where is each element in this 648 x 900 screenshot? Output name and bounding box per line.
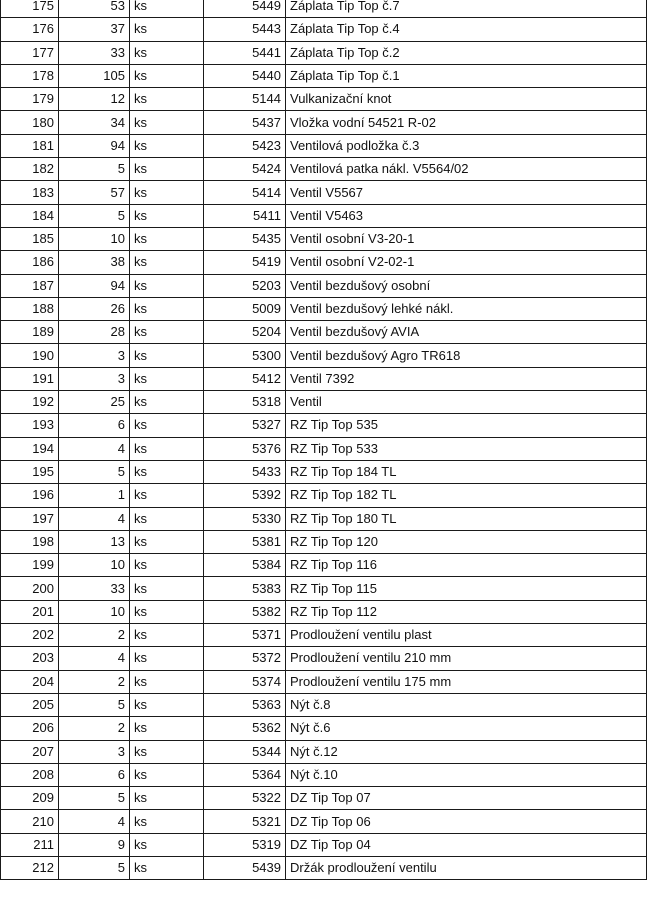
table-row	[1, 391, 647, 414]
item-name-cell: RZ Tip Top 120	[286, 530, 647, 553]
quantity-cell: 33	[59, 41, 130, 64]
item-code-cell: 5372	[204, 647, 286, 670]
item-code-cell: 5203	[204, 274, 286, 297]
row-number-cell: 205	[1, 693, 59, 716]
quantity-cell: 12	[59, 88, 130, 111]
item-name-cell: RZ Tip Top 116	[286, 554, 647, 577]
item-code-cell: 5449	[204, 0, 286, 18]
table-row	[1, 647, 647, 670]
quantity-cell: 10	[59, 554, 130, 577]
item-code-cell: 5009	[204, 297, 286, 320]
item-code-cell: 5435	[204, 227, 286, 250]
row-number-cell: 181	[1, 134, 59, 157]
item-code-cell: 5440	[204, 64, 286, 87]
item-code-cell: 5441	[204, 41, 286, 64]
row-number-cell: 184	[1, 204, 59, 227]
item-name-cell: Nýt č.10	[286, 763, 647, 786]
quantity-cell: 33	[59, 577, 130, 600]
item-code-cell: 5364	[204, 763, 286, 786]
unit-cell: ks	[130, 693, 204, 716]
row-number-cell: 199	[1, 554, 59, 577]
item-name-cell: Ventil bezdušový Agro TR618	[286, 344, 647, 367]
unit-cell: ks	[130, 554, 204, 577]
row-number-cell: 176	[1, 18, 59, 41]
unit-cell: ks	[130, 297, 204, 320]
unit-cell: ks	[130, 670, 204, 693]
row-number-cell: 178	[1, 64, 59, 87]
unit-cell: ks	[130, 391, 204, 414]
item-name-cell: Záplata Tip Top č.7	[286, 0, 647, 18]
table-row	[1, 134, 647, 157]
item-code-cell: 5392	[204, 484, 286, 507]
unit-cell: ks	[130, 600, 204, 623]
table-row	[1, 484, 647, 507]
unit-cell: ks	[130, 274, 204, 297]
unit-cell: ks	[130, 41, 204, 64]
quantity-cell: 9	[59, 833, 130, 856]
unit-cell: ks	[130, 88, 204, 111]
unit-cell: ks	[130, 0, 204, 18]
unit-cell: ks	[130, 460, 204, 483]
table-row	[1, 554, 647, 577]
row-number-cell: 175	[1, 0, 59, 18]
item-name-cell: DZ Tip Top 04	[286, 833, 647, 856]
item-name-cell: Ventil	[286, 391, 647, 414]
item-name-cell: Záplata Tip Top č.2	[286, 41, 647, 64]
item-name-cell: Ventil 7392	[286, 367, 647, 390]
quantity-cell: 3	[59, 367, 130, 390]
unit-cell: ks	[130, 530, 204, 553]
item-name-cell: Ventil V5463	[286, 204, 647, 227]
table-row	[1, 64, 647, 87]
item-code-cell: 5433	[204, 460, 286, 483]
row-number-cell: 200	[1, 577, 59, 600]
item-name-cell: Prodloužení ventilu 175 mm	[286, 670, 647, 693]
table-row	[1, 507, 647, 530]
row-number-cell: 193	[1, 414, 59, 437]
item-code-cell: 5144	[204, 88, 286, 111]
quantity-cell: 2	[59, 624, 130, 647]
item-name-cell: Ventil osobní V3-20-1	[286, 227, 647, 250]
item-code-cell: 5344	[204, 740, 286, 763]
row-number-cell: 191	[1, 367, 59, 390]
row-number-cell: 203	[1, 647, 59, 670]
table-row	[1, 88, 647, 111]
quantity-cell: 25	[59, 391, 130, 414]
table-row	[1, 740, 647, 763]
item-name-cell: Prodloužení ventilu plast	[286, 624, 647, 647]
unit-cell: ks	[130, 856, 204, 879]
table-row	[1, 297, 647, 320]
row-number-cell: 196	[1, 484, 59, 507]
table-row	[1, 717, 647, 740]
unit-cell: ks	[130, 763, 204, 786]
quantity-cell: 2	[59, 670, 130, 693]
unit-cell: ks	[130, 111, 204, 134]
item-name-cell: Ventil bezdušový AVIA	[286, 321, 647, 344]
row-number-cell: 209	[1, 787, 59, 810]
row-number-cell: 182	[1, 158, 59, 181]
table-row	[1, 670, 647, 693]
item-name-cell: Záplata Tip Top č.1	[286, 64, 647, 87]
table-row	[1, 763, 647, 786]
table-row	[1, 204, 647, 227]
table-row	[1, 624, 647, 647]
row-number-cell: 208	[1, 763, 59, 786]
row-number-cell: 198	[1, 530, 59, 553]
row-number-cell: 202	[1, 624, 59, 647]
item-name-cell: Ventil bezdušový lehké nákl.	[286, 297, 647, 320]
quantity-cell: 5	[59, 856, 130, 879]
table-row	[1, 227, 647, 250]
item-name-cell: RZ Tip Top 115	[286, 577, 647, 600]
unit-cell: ks	[130, 18, 204, 41]
item-name-cell: Vulkanizační knot	[286, 88, 647, 111]
table-row	[1, 577, 647, 600]
row-number-cell: 197	[1, 507, 59, 530]
quantity-cell: 53	[59, 0, 130, 18]
item-code-cell: 5419	[204, 251, 286, 274]
item-code-cell: 5327	[204, 414, 286, 437]
item-code-cell: 5439	[204, 856, 286, 879]
quantity-cell: 94	[59, 134, 130, 157]
row-number-cell: 192	[1, 391, 59, 414]
row-number-cell: 204	[1, 670, 59, 693]
item-name-cell: Prodloužení ventilu 210 mm	[286, 647, 647, 670]
row-number-cell: 194	[1, 437, 59, 460]
table-row	[1, 530, 647, 553]
row-number-cell: 187	[1, 274, 59, 297]
quantity-cell: 5	[59, 158, 130, 181]
row-number-cell: 177	[1, 41, 59, 64]
unit-cell: ks	[130, 833, 204, 856]
quantity-cell: 94	[59, 274, 130, 297]
item-name-cell: RZ Tip Top 535	[286, 414, 647, 437]
row-number-cell: 206	[1, 717, 59, 740]
item-code-cell: 5362	[204, 717, 286, 740]
unit-cell: ks	[130, 181, 204, 204]
item-code-cell: 5412	[204, 367, 286, 390]
item-name-cell: RZ Tip Top 182 TL	[286, 484, 647, 507]
unit-cell: ks	[130, 134, 204, 157]
quantity-cell: 5	[59, 460, 130, 483]
row-number-cell: 189	[1, 321, 59, 344]
table-row	[1, 693, 647, 716]
item-name-cell: Nýt č.6	[286, 717, 647, 740]
item-code-cell: 5384	[204, 554, 286, 577]
unit-cell: ks	[130, 64, 204, 87]
unit-cell: ks	[130, 227, 204, 250]
item-name-cell: DZ Tip Top 07	[286, 787, 647, 810]
item-name-cell: Nýt č.12	[286, 740, 647, 763]
quantity-cell: 28	[59, 321, 130, 344]
row-number-cell: 180	[1, 111, 59, 134]
table-row	[1, 321, 647, 344]
unit-cell: ks	[130, 484, 204, 507]
item-code-cell: 5443	[204, 18, 286, 41]
item-name-cell: Ventil osobní V2-02-1	[286, 251, 647, 274]
table-row	[1, 344, 647, 367]
unit-cell: ks	[130, 321, 204, 344]
item-code-cell: 5322	[204, 787, 286, 810]
table-row	[1, 251, 647, 274]
row-number-cell: 185	[1, 227, 59, 250]
unit-cell: ks	[130, 787, 204, 810]
table-row	[1, 181, 647, 204]
quantity-cell: 4	[59, 647, 130, 670]
quantity-cell: 4	[59, 437, 130, 460]
row-number-cell: 183	[1, 181, 59, 204]
item-code-cell: 5424	[204, 158, 286, 181]
item-name-cell: Ventilová patka nákl. V5564/02	[286, 158, 647, 181]
quantity-cell: 37	[59, 18, 130, 41]
quantity-cell: 2	[59, 717, 130, 740]
table-row	[1, 437, 647, 460]
quantity-cell: 38	[59, 251, 130, 274]
table-row	[1, 158, 647, 181]
row-number-cell: 201	[1, 600, 59, 623]
item-code-cell: 5371	[204, 624, 286, 647]
table-row	[1, 833, 647, 856]
table-row	[1, 600, 647, 623]
table-row	[1, 414, 647, 437]
unit-cell: ks	[130, 624, 204, 647]
quantity-cell: 3	[59, 344, 130, 367]
row-number-cell: 195	[1, 460, 59, 483]
item-name-cell: Ventil V5567	[286, 181, 647, 204]
item-code-cell: 5382	[204, 600, 286, 623]
item-name-cell: Vložka vodní 54521 R-02	[286, 111, 647, 134]
item-code-cell: 5321	[204, 810, 286, 833]
item-code-cell: 5330	[204, 507, 286, 530]
quantity-cell: 13	[59, 530, 130, 553]
table-row	[1, 367, 647, 390]
unit-cell: ks	[130, 367, 204, 390]
unit-cell: ks	[130, 647, 204, 670]
unit-cell: ks	[130, 577, 204, 600]
item-name-cell: Držák prodloužení ventilu	[286, 856, 647, 879]
unit-cell: ks	[130, 414, 204, 437]
unit-cell: ks	[130, 158, 204, 181]
quantity-cell: 3	[59, 740, 130, 763]
unit-cell: ks	[130, 740, 204, 763]
table-row	[1, 460, 647, 483]
table-row	[1, 787, 647, 810]
item-code-cell: 5411	[204, 204, 286, 227]
row-number-cell: 190	[1, 344, 59, 367]
item-code-cell: 5363	[204, 693, 286, 716]
item-code-cell: 5381	[204, 530, 286, 553]
quantity-cell: 105	[59, 64, 130, 87]
item-name-cell: RZ Tip Top 533	[286, 437, 647, 460]
item-code-cell: 5383	[204, 577, 286, 600]
unit-cell: ks	[130, 437, 204, 460]
table-row	[1, 41, 647, 64]
unit-cell: ks	[130, 810, 204, 833]
item-name-cell: RZ Tip Top 112	[286, 600, 647, 623]
row-number-cell: 212	[1, 856, 59, 879]
item-name-cell: RZ Tip Top 180 TL	[286, 507, 647, 530]
quantity-cell: 26	[59, 297, 130, 320]
inventory-table-body	[1, 0, 647, 880]
quantity-cell: 10	[59, 600, 130, 623]
unit-cell: ks	[130, 507, 204, 530]
quantity-cell: 5	[59, 787, 130, 810]
quantity-cell: 10	[59, 227, 130, 250]
unit-cell: ks	[130, 204, 204, 227]
item-code-cell: 5319	[204, 833, 286, 856]
row-number-cell: 207	[1, 740, 59, 763]
item-name-cell: Nýt č.8	[286, 693, 647, 716]
quantity-cell: 4	[59, 810, 130, 833]
item-code-cell: 5318	[204, 391, 286, 414]
item-code-cell: 5204	[204, 321, 286, 344]
row-number-cell: 186	[1, 251, 59, 274]
quantity-cell: 1	[59, 484, 130, 507]
quantity-cell: 6	[59, 414, 130, 437]
item-name-cell: Záplata Tip Top č.4	[286, 18, 647, 41]
table-row	[1, 111, 647, 134]
unit-cell: ks	[130, 344, 204, 367]
unit-cell: ks	[130, 251, 204, 274]
quantity-cell: 57	[59, 181, 130, 204]
item-code-cell: 5300	[204, 344, 286, 367]
table-row	[1, 0, 647, 18]
quantity-cell: 34	[59, 111, 130, 134]
unit-cell: ks	[130, 717, 204, 740]
item-code-cell: 5376	[204, 437, 286, 460]
item-code-cell: 5423	[204, 134, 286, 157]
item-name-cell: Ventil bezdušový osobní	[286, 274, 647, 297]
quantity-cell: 6	[59, 763, 130, 786]
quantity-cell: 4	[59, 507, 130, 530]
table-row	[1, 810, 647, 833]
item-name-cell: Ventilová podložka č.3	[286, 134, 647, 157]
table-row	[1, 856, 647, 879]
row-number-cell: 188	[1, 297, 59, 320]
row-number-cell: 179	[1, 88, 59, 111]
table-row	[1, 274, 647, 297]
item-name-cell: RZ Tip Top 184 TL	[286, 460, 647, 483]
quantity-cell: 5	[59, 693, 130, 716]
row-number-cell: 210	[1, 810, 59, 833]
item-name-cell: DZ Tip Top 06	[286, 810, 647, 833]
item-code-cell: 5437	[204, 111, 286, 134]
quantity-cell: 5	[59, 204, 130, 227]
item-code-cell: 5414	[204, 181, 286, 204]
item-code-cell: 5374	[204, 670, 286, 693]
table-row	[1, 18, 647, 41]
row-number-cell: 211	[1, 833, 59, 856]
